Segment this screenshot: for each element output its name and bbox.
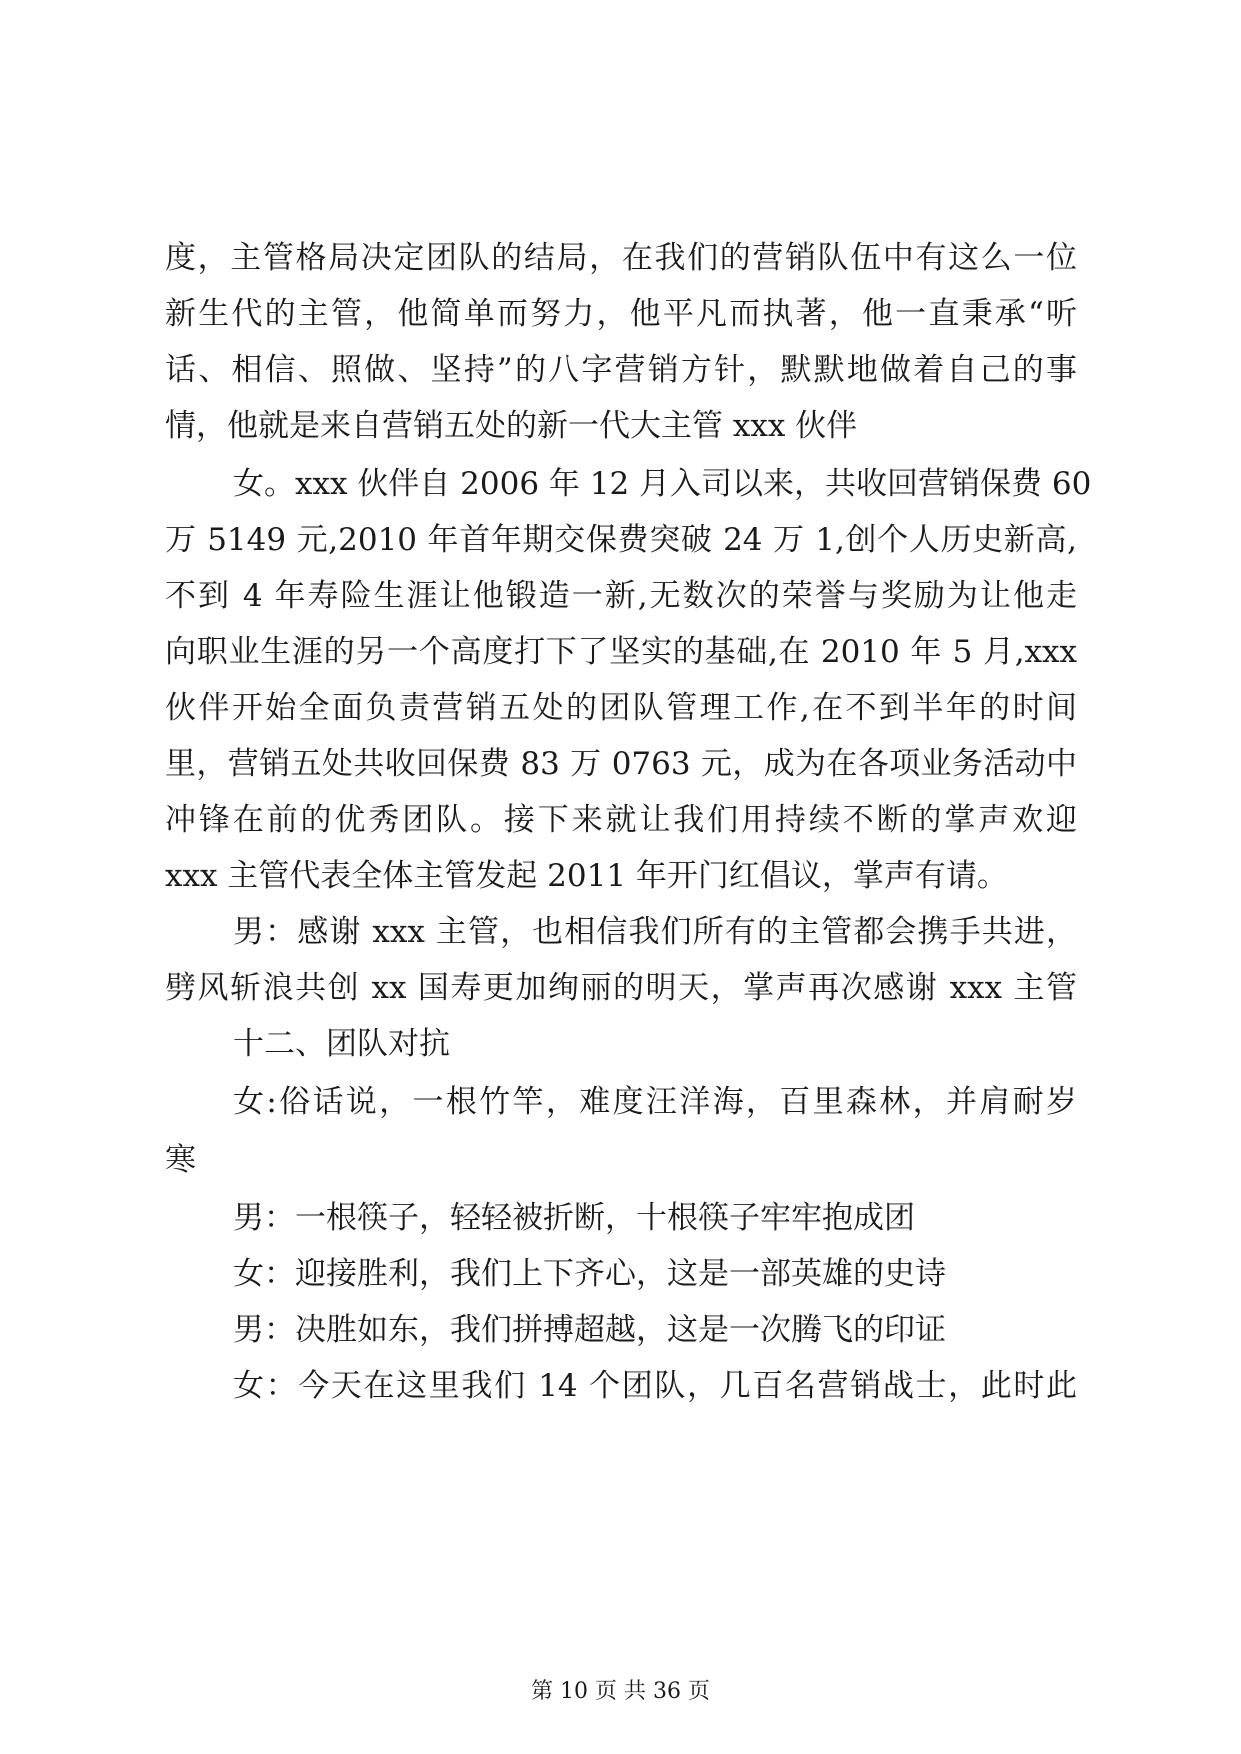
page-number-footer: 第 10 页 共 36 页 <box>531 1679 710 1704</box>
text-line: 男：一根筷子，轻轻被折断，十根筷子牢牢抱成团 <box>233 1200 915 1236</box>
text-line: 女。xxx 伙伴自 2006 年 12 月入司以来，共收回营销保费 60 <box>233 466 1092 502</box>
section-heading: 十二、团队对抗 <box>233 1026 450 1062</box>
text-line: 向职业生涯的另一个高度打下了坚实的基础,在 2010 年 5 月,xxx <box>165 634 1077 670</box>
text-line: 女：迎接胜利，我们上下齐心，这是一部英雄的史诗 <box>233 1256 946 1292</box>
text-line: 万 5149 元,2010 年首年期交保费突破 24 万 1,创个人历史新高, <box>165 522 1077 558</box>
text-line: 不到 4 年寿险生涯让他锻造一新,无数次的荣誉与奖励为让他走 <box>165 578 1077 614</box>
text-line: 里，营销五处共收回保费 83 万 0763 元，成为在各项业务活动中 <box>165 746 1077 782</box>
text-line: 男：决胜如东，我们拼搏超越，这是一次腾飞的印证 <box>233 1312 946 1348</box>
text-line: 女:俗话说，一根竹竿，难度汪洋海，百里森林，并肩耐岁 <box>233 1084 1077 1120</box>
text-line: 伙伴开始全面负责营销五处的团队管理工作,在不到半年的时间 <box>165 690 1077 726</box>
text-line: 劈风斩浪共创 xx 国寿更加绚丽的明天，掌声再次感谢 xxx 主管 <box>165 970 1077 1006</box>
text-line: 情，他就是来自营销五处的新一代大主管 xxx 伙伴 <box>165 408 858 444</box>
text-line: 度，主管格局决定团队的结局，在我们的营销队伍中有这么一位 <box>165 240 1077 276</box>
text-line: xxx 主管代表全体主管发起 2011 年开门红倡议，掌声有请。 <box>165 858 1008 894</box>
text-line: 女：今天在这里我们 14 个团队，几百名营销战士，此时此 <box>233 1368 1077 1404</box>
text-line: 男：感谢 xxx 主管，也相信我们所有的主管都会携手共进， <box>233 914 1077 950</box>
text-line: 冲锋在前的优秀团队。接下来就让我们用持续不断的掌声欢迎 <box>165 802 1077 838</box>
text-line: 寒 <box>165 1142 196 1178</box>
text-line: 话、相信、照做、坚持”的八字营销方针，默默地做着自己的事 <box>165 352 1077 388</box>
text-line: 新生代的主管，他简单而努力，他平凡而执著，他一直秉承“听 <box>165 296 1077 332</box>
